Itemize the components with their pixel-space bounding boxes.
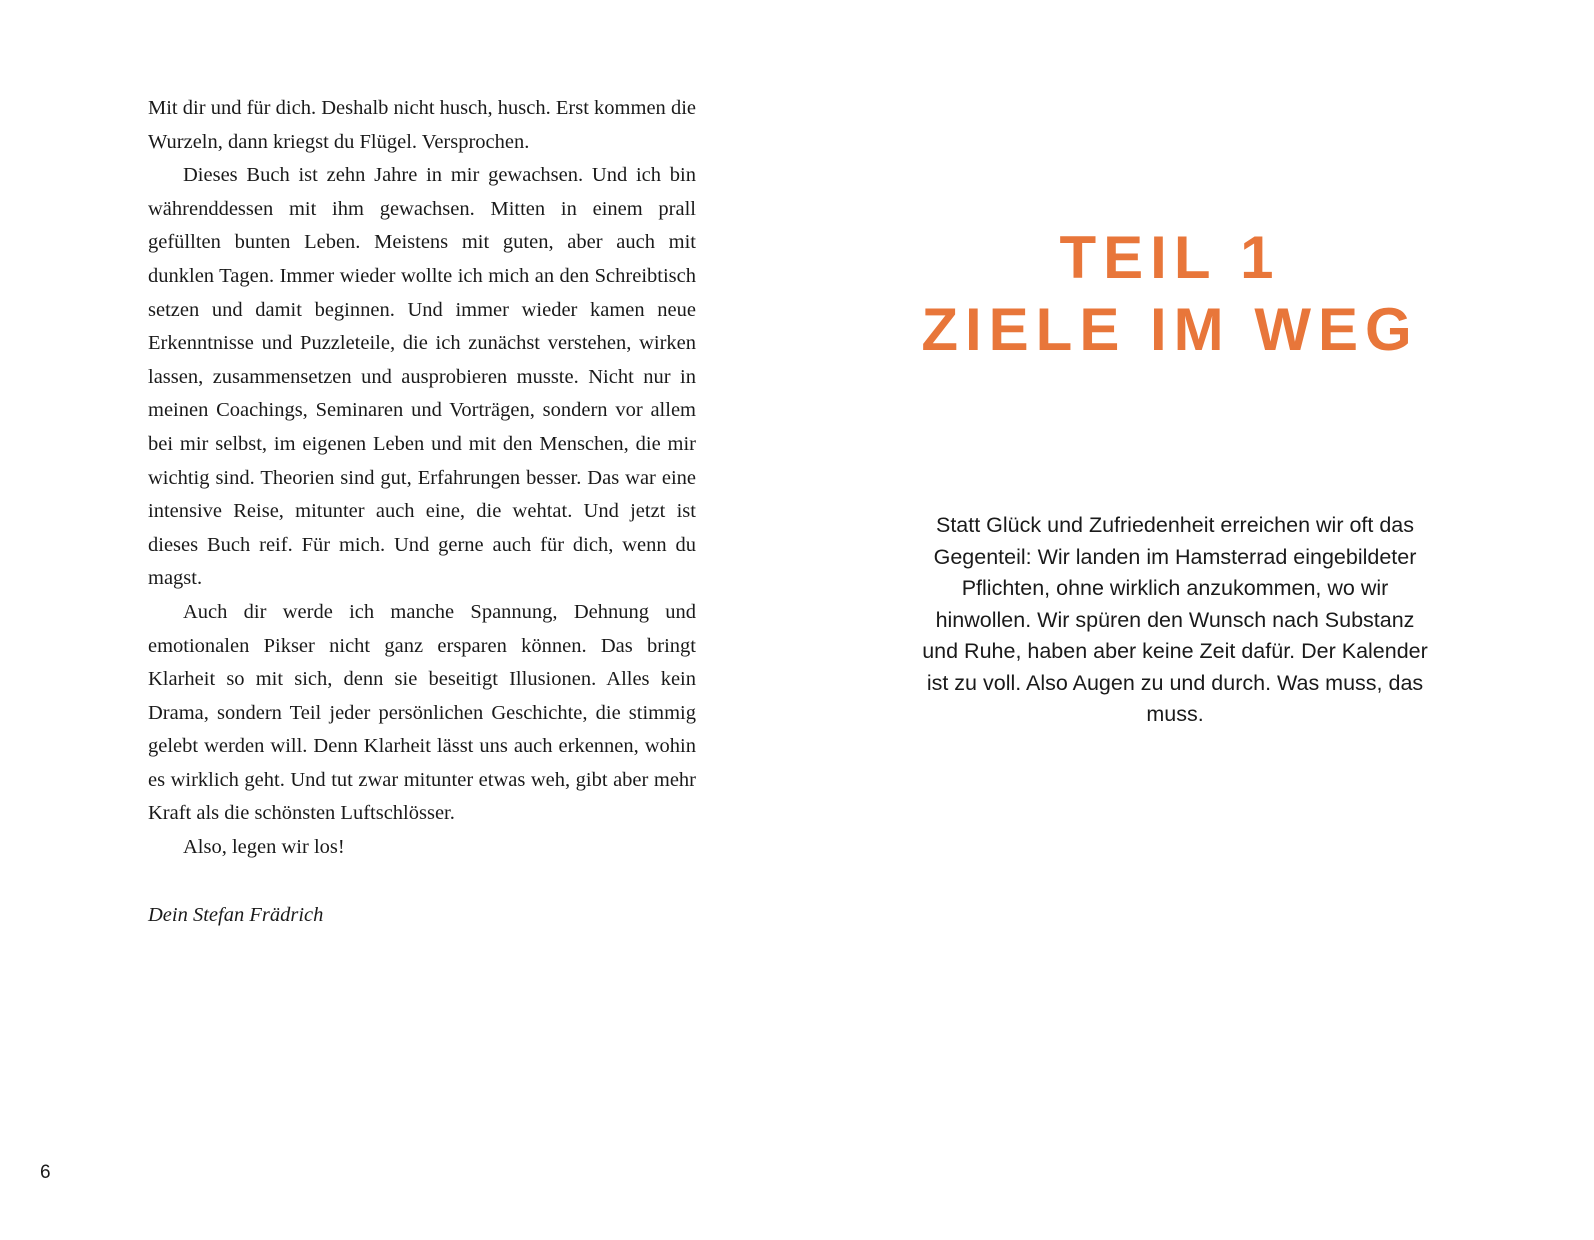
paragraph-clarity: Auch dir werde ich manche Spannung, Dehnung und emotionalen Pikser nicht ganz ersparen können. Das bringt Klarheit so mit sich, denn sie beseitigt Illusionen. Alles kein Drama, sondern Teil jeder persönlichen Geschichte, die stimmig gelebt werden will. Denn Klarheit lässt uns auch erkennen, wohin es wirklich geht. Und tut zwar mitunter etwas weh, gibt aber mehr Kraft als die schönsten Luftschlösser. <box>148 600 696 825</box>
part-title-label: ZIELE IM WEG <box>921 296 1419 363</box>
right-page-part-opener <box>860 0 1480 1240</box>
author-signature: Dein Stefan Frädrich <box>148 903 324 926</box>
paragraph-book-growth: Dieses Buch ist zehn Jahre in mir gewachsen. Und ich bin währenddessen mit ihm gewachsen. Mitten in einem prall gefüllten bunten Leben. Meistens mit guten, aber auch mit dunklen Tagen. Immer wieder wollte ich mich an den Schreibtisch setzen und damit beginnen. Und immer wieder kamen neue Erkenntnisse und Puzzleteile, die ich zunächst verstehen, wirken lassen, zusammensetzen und ausprobieren musste. Nicht nur in meinen Coachings, Seminaren und Vorträgen, sondern vor allem bei mir selbst, im eigenen Leben und mit den Menschen, die mir wichtig sind. Theorien sind gut, Erfahrungen besser. Das war eine intensive Reise, mitunter auch eine, die wehtat. Und jetzt ist dieses Buch reif. Für mich. Und gerne auch für dich, wenn du magst. <box>148 164 696 590</box>
paragraph-closing-call: Also, legen wir los! <box>183 836 345 859</box>
part-number-label: TEIL 1 <box>1059 224 1281 291</box>
paragraph-intro-continuation: Mit dir und für dich. Deshalb nicht husch, husch. Erst kommen die Wurzeln, dann kriegst du Flügel. Versprochen. <box>148 97 696 153</box>
part-heading <box>860 222 1480 366</box>
page-number: 6 <box>40 1162 51 1183</box>
part-intro-text: Statt Glück und Zufriedenheit erreichen wir oft das Gegenteil: Wir landen im Hamsterrad eingebildeter Pflichten, ohne wirklich anzukommen, wo wir hinwollen. Wir spüren den Wunsch nach Substanz und Ruhe, haben aber keine Zeit dafür. Der Kalender ist zu voll. Also Augen zu und durch. Was muss, das muss. <box>922 513 1428 726</box>
left-page-text-column <box>148 92 696 932</box>
